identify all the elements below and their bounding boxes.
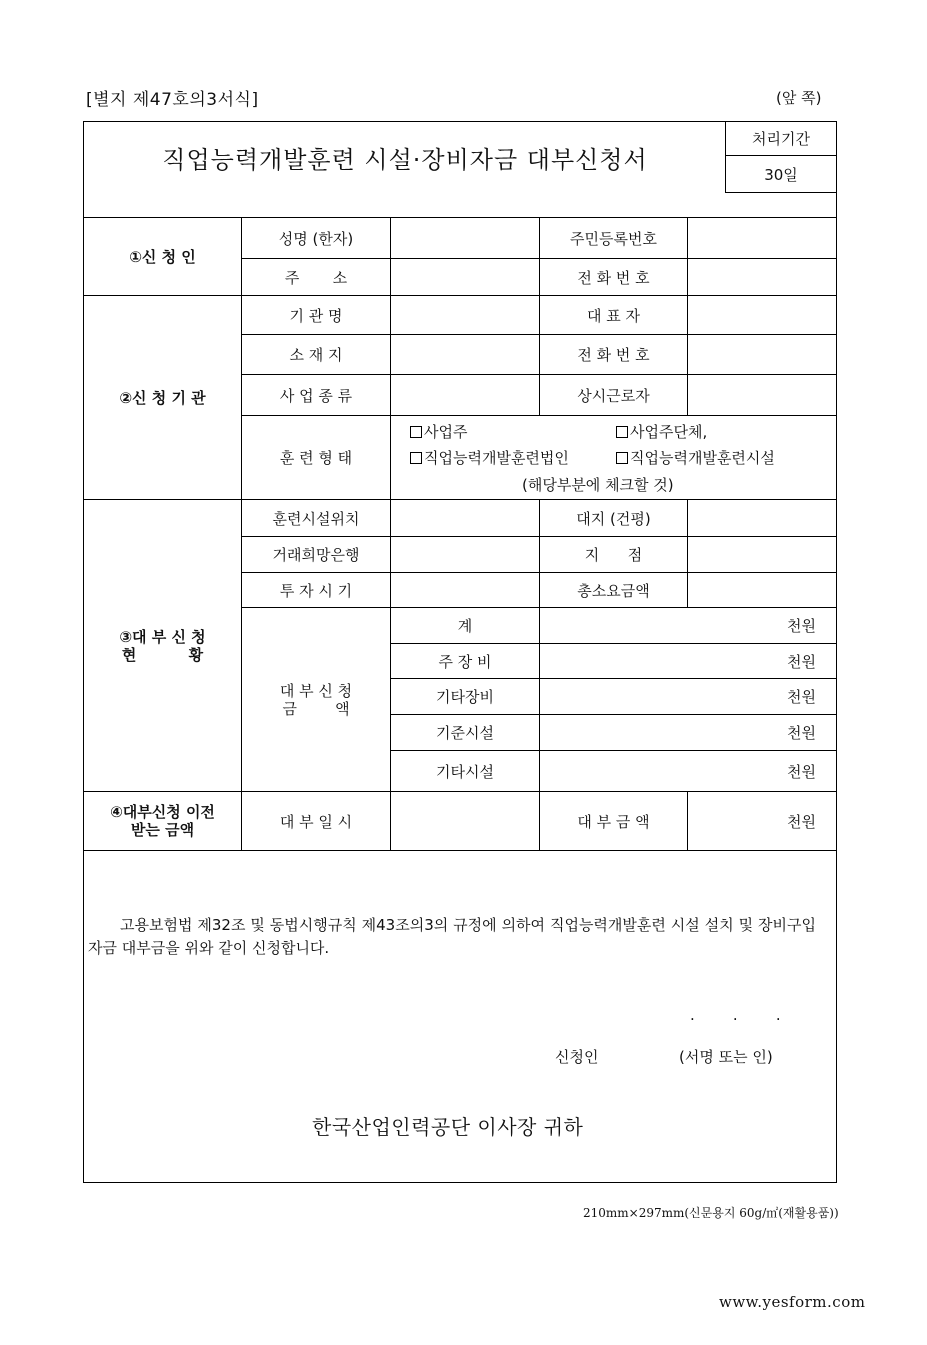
representative-label: 대 표 자 [586,306,640,325]
location-field[interactable] [391,335,539,374]
paper-spec: 210mm×297mm(신문용지 60g/㎡(재활용품)) [583,1206,839,1220]
business-type-label: 사 업 종 류 [279,386,353,405]
loan-date-label: 대 부 일 시 [279,812,353,831]
option-employer[interactable] [410,421,467,442]
option-training-corp[interactable] [410,447,569,468]
processing-label: 처리기간 [752,130,810,148]
total-cost-field[interactable] [688,573,836,607]
org-name-field[interactable] [391,296,539,334]
facility-location-label: 훈련시설위치 [272,509,360,528]
org-name-label: 기 관 명 [289,306,343,325]
applicant-phone-field[interactable] [688,259,836,295]
processing-box-bottom [725,192,836,193]
declaration-text: 고용보험법 제32조 및 동법시행규칙 제43조의3의 규정에 의하여 직업능력개발훈련 시설 설치 및 장비구입자금 대부금을 위와 같이 신청합니다. [88,916,816,957]
website-link[interactable]: www.yesform.com [719,1293,866,1311]
workers-field[interactable] [688,375,836,415]
signature-label: 신청인 [555,1048,599,1066]
site-area-label: 대지 (건평) [576,509,651,528]
loan-amount-label-line1: 대 부 신 청 [279,681,353,700]
previous-amount-label: 대 부 금 액 [577,812,650,831]
checkbox-icon [410,452,422,464]
signature-note: (서명 또는 인) [679,1048,773,1066]
section-institution: ②신 청 기 관 [119,388,206,407]
applicant-name-field[interactable] [391,218,539,258]
checkbox-icon [410,426,422,438]
loan-item-standard-facility-unit: 천원 [787,724,816,742]
site-area-field[interactable] [688,500,836,536]
applicant-name-label: 성명 (한자) [278,229,354,248]
branch-label: 지 점 [584,546,643,564]
loan-item-other-facility-unit: 천원 [787,762,816,781]
option-training-facility[interactable] [616,447,775,468]
training-type-note: (해당부분에 체크할 것) [522,476,674,494]
applicant-address-field[interactable] [391,259,539,295]
loan-item-main-equipment-label: 주 장 비 [438,652,492,671]
representative-field[interactable] [688,296,836,334]
loan-date-field[interactable] [391,792,539,850]
date-line: . . . [690,1006,781,1024]
option-employer-label: 사업주 [424,423,468,441]
total-cost-label: 총소요금액 [577,581,650,600]
form-title: 직업능력개발훈련 시설·장비자금 대부신청서 [162,146,648,174]
applicant-address-label: 주 소 [284,268,348,287]
option-training-facility-label: 직업능력개발훈련시설 [630,449,775,467]
section-loan-line1: ③대 부 신 청 [119,627,206,646]
location-label: 소 재 지 [289,346,343,364]
checkbox-icon [616,452,628,464]
loan-amount-label-line2: 금 액 [282,699,350,718]
facility-location-field[interactable] [391,500,539,536]
section-loan [84,500,241,791]
loan-item-main-equipment-unit: 천원 [787,652,816,671]
checkbox-icon [616,426,628,438]
page-side: (앞 쪽) [776,89,822,107]
previous-amount-unit: 천원 [787,812,816,831]
loan-item-other-equipment-unit: 천원 [787,688,816,706]
loan-item-other-equipment-label: 기타장비 [436,688,494,706]
loan-item-standard-facility-label: 기준시설 [436,724,494,742]
section-applicant: ①신 청 인 [129,247,196,266]
option-training-corp-label: 직업능력개발훈련법인 [424,449,569,467]
section-previous-line2: 받는 금액 [130,821,195,839]
section-previous-loan [84,792,241,850]
loan-item-total-label: 계 [457,617,473,635]
loan-item-other-facility-label: 기타시설 [436,762,494,781]
training-type-label: 훈 련 형 태 [279,449,353,467]
section-loan-line2: 현 황 [121,645,204,664]
loan-amount-label [242,608,390,791]
investment-period-field[interactable] [391,573,539,607]
workers-label: 상시근로자 [577,386,650,405]
applicant-rrn-field[interactable] [688,218,836,258]
org-phone-field[interactable] [688,335,836,374]
bank-field[interactable] [391,537,539,572]
option-employer-group[interactable] [616,421,707,442]
branch-field[interactable] [688,537,836,572]
applicant-rrn-label: 주민등록번호 [570,229,657,248]
option-employer-group-label: 사업주단체, [630,423,708,441]
form-number: [별지 제47호의3서식] [86,90,259,110]
addressee: 한국산업인력공단 이사장 귀하 [312,1115,584,1139]
loan-item-total-unit: 천원 [787,617,816,635]
row-line [83,850,837,851]
applicant-phone-label: 전 화 번 호 [577,268,650,287]
processing-value: 30일 [764,165,798,184]
business-type-field[interactable] [391,375,539,415]
org-phone-label: 전 화 번 호 [577,346,650,364]
col-line [390,415,391,499]
bank-label: 거래희망은행 [272,546,360,564]
investment-period-label: 투 자 시 기 [279,581,353,600]
section-previous-line1: ④대부신청 이전 [110,803,215,821]
